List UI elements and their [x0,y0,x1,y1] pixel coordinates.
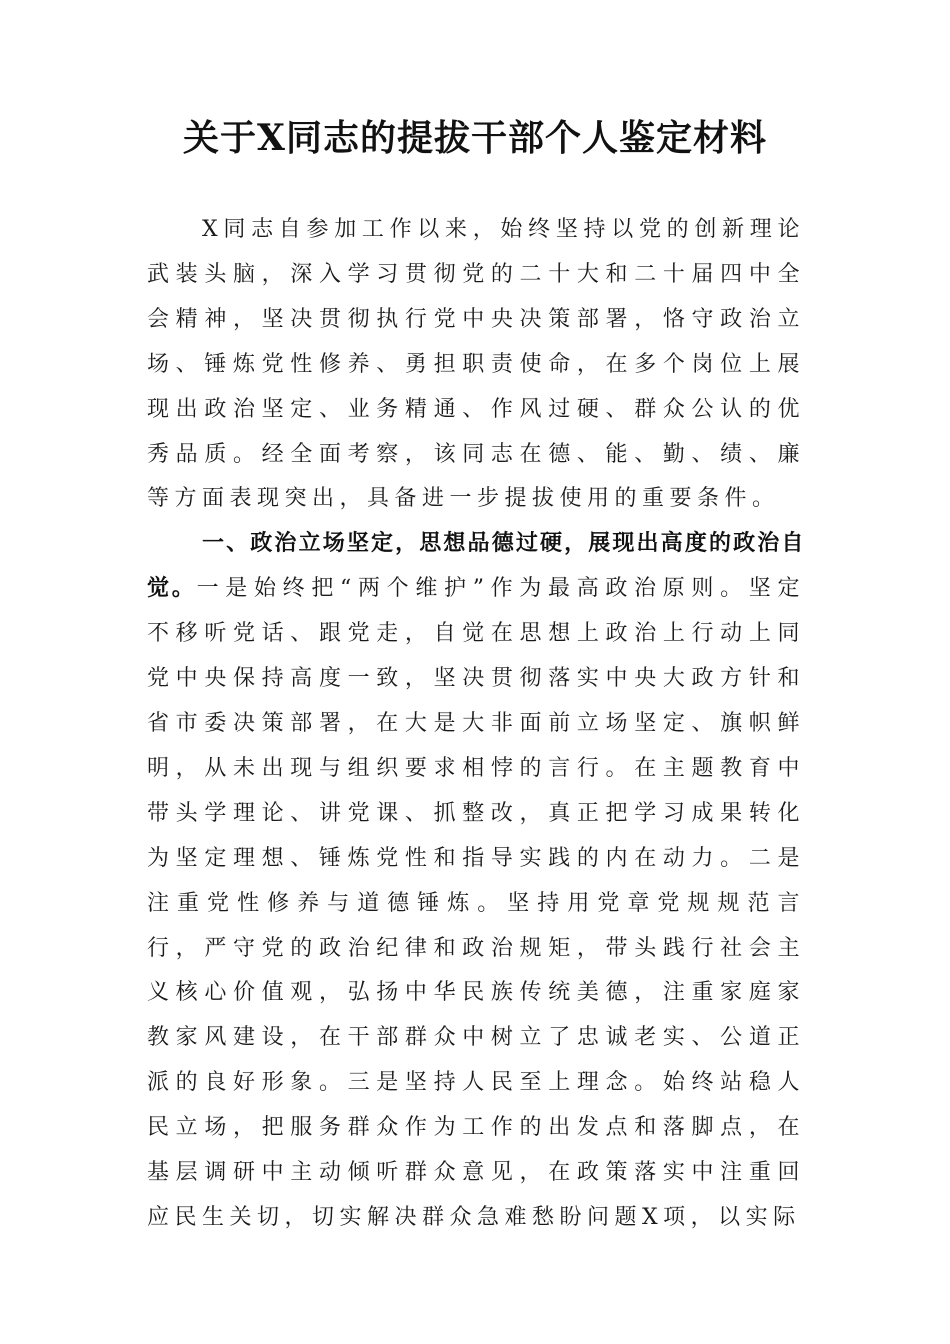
document-body [147,208,805,1241]
section-1-paragraph [147,522,805,1241]
section-1-heading: 一、政治立场坚定，思想品德过硬，展现出高度的政治自觉。 [147,531,805,602]
intro-paragraph: X同志自参加工作以来，始终坚持以党的创新理论武装头脑，深入学习贯彻党的二十大和二十届四中全会精神，坚决贯彻执行党中央决策部署，恪守政治立场、锤炼党性修养、勇担职责使命，在多个岗位上展现出政治坚定、业务精通、作风过硬、群众公认的优秀品质。经全面考察，该同志在德、能、勤、绩、廉等方面表现突出，具备进一步提拔使用的重要条件。 [147,217,805,512]
section-1-text: 一是始终把“两个维护”作为最高政治原则。坚定不移听党话、跟党走，自觉在思想上政治上行动上同党中央保持高度一致，坚决贯彻落实中央大政方针和省市委决策部署，在大是大非面前立场坚定、旗帜鲜明，从未出现与组织要求相悖的言行。在主题教育中带头学理论、讲党课、抓整改，真正把学习成果转化为坚定理想、锤炼党性和指导实践的内在动力。二是注重党性修养与道德锤炼。坚持用党章党规规范言行，严守党的政治纪律和政治规矩，带头践行社会主义核心价值观，弘扬中华民族传统美德，注重家庭家教家风建设，在干部群众中树立了忠诚老实、公道正派的良好形象。三是坚持人民至上理念。始终站稳人民立场，把服务群众作为工作的出发点和落脚点，在基层调研中主动倾听群众意见，在政策落实中注重回应民生关切，切实解决群众急难愁盼问题X项，以实际 [147,576,805,1230]
document-title: 关于X同志的提拔干部个人鉴定材料 [183,117,767,159]
